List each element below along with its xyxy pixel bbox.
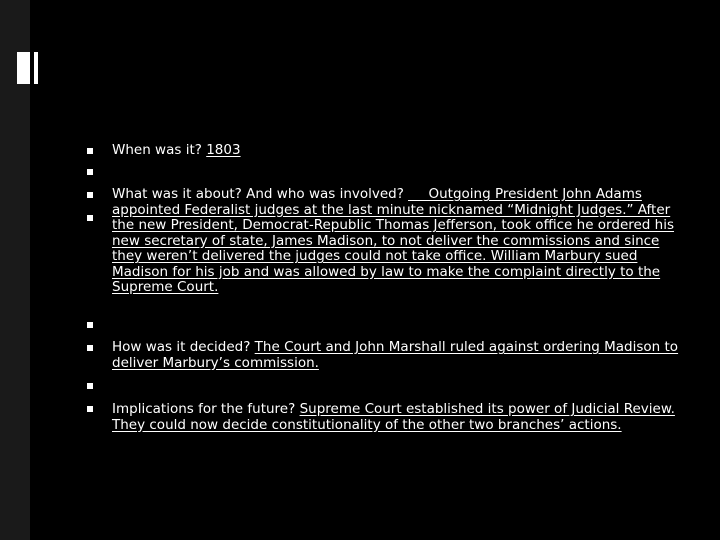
bullet-marker	[87, 215, 93, 221]
bullet-marker	[87, 345, 93, 351]
bullet-implications	[112, 402, 682, 433]
accent-block	[17, 52, 30, 84]
bullet-marker	[87, 383, 93, 389]
question-label: How was it decided?	[112, 339, 251, 355]
question-label: When was it?	[112, 142, 202, 158]
answer-blank: ___	[408, 186, 429, 202]
answer-text: Supreme Court established its power of Judicial Review. They could now decide constitutionality of the other two branches’ actions.	[112, 401, 675, 433]
answer-text: The Court and John Marshall ruled against ordering Madison to deliver Marbury’s commission.	[112, 339, 679, 371]
bullet-when	[112, 143, 682, 159]
bullet-marker	[87, 406, 93, 412]
answer-text: Outgoing President John Adams appointed Federalist judges at the last minute nicknamed “Midnight Judges.” After the new President, Democrat-Republic Thomas Jefferson, took office he ordered his new secretary of state, James Madison, to not deliver the commissions and since they weren’t delivered the judges could not take office. William Marbury sued Madison for his job and was allowed by law to make the complaint directly to the Supreme Court.	[112, 186, 675, 295]
bullet-what	[112, 187, 682, 296]
bullet-how	[112, 340, 682, 371]
bullet-marker	[87, 322, 93, 328]
bullet-marker	[87, 169, 93, 175]
answer-text: 1803	[206, 142, 241, 158]
question-label: Implications for the future?	[112, 401, 296, 417]
accent-line	[34, 52, 38, 84]
bullet-marker	[87, 148, 93, 154]
question-label: What was it about? And who was involved?	[112, 186, 404, 202]
bullet-marker	[87, 192, 93, 198]
